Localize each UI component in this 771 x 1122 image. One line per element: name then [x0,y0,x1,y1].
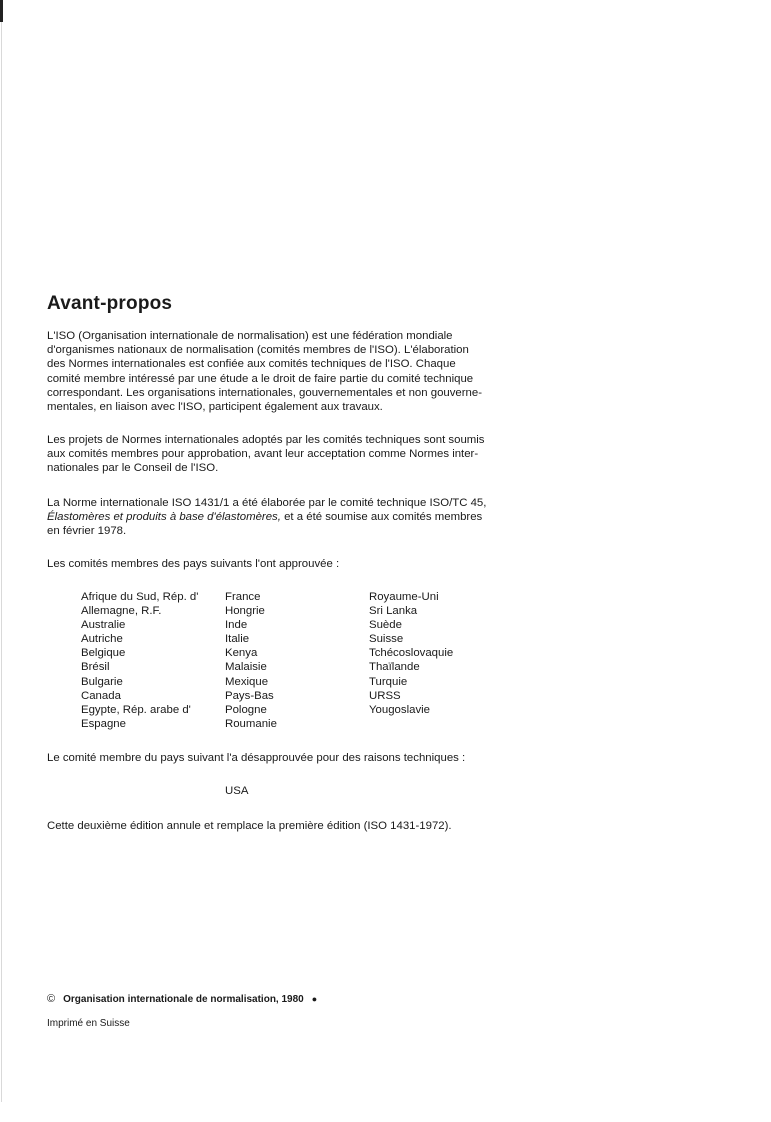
paragraph-disapproval-intro: Le comité membre du pays suivant l'a désapprouvée pour des raisons techniques : [47,752,466,764]
country-item: Bulgarie [81,675,123,688]
country-item: Autriche [81,633,123,646]
country-item: Italie [225,633,250,646]
committee-title: Élastomères et produits à base d'élastomères, [47,511,281,524]
text-line: La Norme internationale ISO 1431/1 a été élaborée par le comité technique ISO/TC 45, [47,497,487,509]
country-item: Brésil [81,661,110,674]
text-line: mentales, en liaison avec l'ISO, participent également aux travaux. [47,401,383,414]
country-item: Turquie [369,675,408,688]
text-line [47,510,490,524]
text-line: nationales par le Conseil de l'ISO. [47,462,219,475]
country-item: Mexique [225,675,269,688]
text-line: Les projets de Normes internationales adoptés par les comités techniques sont soumis [47,434,485,446]
country-item: Kenya [225,647,258,660]
country-item: Hongrie [225,605,265,618]
country-item: Tchécoslovaquie [369,647,454,660]
printed-in-note: Imprimé en Suisse [47,1018,130,1029]
page-title: Avant-propos [47,293,173,314]
text-line: L'ISO (Organisation internationale de normalisation) est une fédération mondiale [47,330,453,342]
paragraph-edition-note: Cette deuxième édition annule et remplace la première édition (ISO 1431-1972). [47,820,452,832]
country-list-column-2 [225,590,277,731]
country-item: Royaume-Uni [369,591,439,603]
country-item: Australie [81,619,126,632]
text-line: d'organismes nationaux de normalisation (comités membres de l'ISO). L'élaboration [47,344,469,357]
paragraph-approvals-intro: Les comités membres des pays suivants l'ont approuvée : [47,558,340,570]
text-line: correspondant. Les organisations internationales, gouvernementales et non gouverne- [47,386,483,399]
country-item: Suède [369,619,402,632]
country-item: Sri Lanka [369,605,418,618]
country-item: Suisse [369,633,404,646]
country-item: Thaïlande [369,661,420,674]
page-edge-mark [0,0,3,22]
country-item: Canada [81,689,121,702]
country-item: Belgique [81,647,126,660]
country-list-column-3 [369,590,453,717]
country-item: Egypte, Rép. arabe d' [81,703,191,716]
country-item: Roumanie [225,717,277,730]
country-item: Pologne [225,703,267,716]
paragraph-iso-intro [47,329,490,414]
country-item: Yougoslavie [369,703,431,716]
country-item: Inde [225,619,248,632]
country-item: Espagne [81,717,126,730]
country-item: Afrique du Sud, Rép. d' [81,591,199,603]
copyright-notice [47,993,317,1005]
bullet-icon: ● [311,994,318,1004]
country-item: Malaisie [225,661,267,674]
country-item: Pays-Bas [225,689,274,702]
country-item: URSS [369,689,401,702]
text-line: comité membre intéressé par une étude a le droit de faire partie du comité technique [47,372,474,385]
text-line: aux comités membres pour approbation, avant leur acceptation comme Normes inter- [47,448,479,461]
copyright-icon: © [47,993,56,1005]
country-item: France [225,591,261,603]
text-line: des Normes internationales est confiée aux comités techniques de l'ISO. Chaque [47,358,456,371]
country-list-column-1 [81,590,198,731]
page-edge-line [1,22,2,1102]
paragraph-standard-origin [47,496,490,539]
copyright-text: Organisation internationale de normalisation, 1980 [63,994,304,1005]
disapproving-country: USA [225,785,249,797]
paragraph-approval-process [47,433,490,476]
text-fragment: et a été soumise aux comités membres [280,511,483,524]
country-item: Allemagne, R.F. [81,605,162,618]
text-line: en février 1978. [47,525,127,538]
